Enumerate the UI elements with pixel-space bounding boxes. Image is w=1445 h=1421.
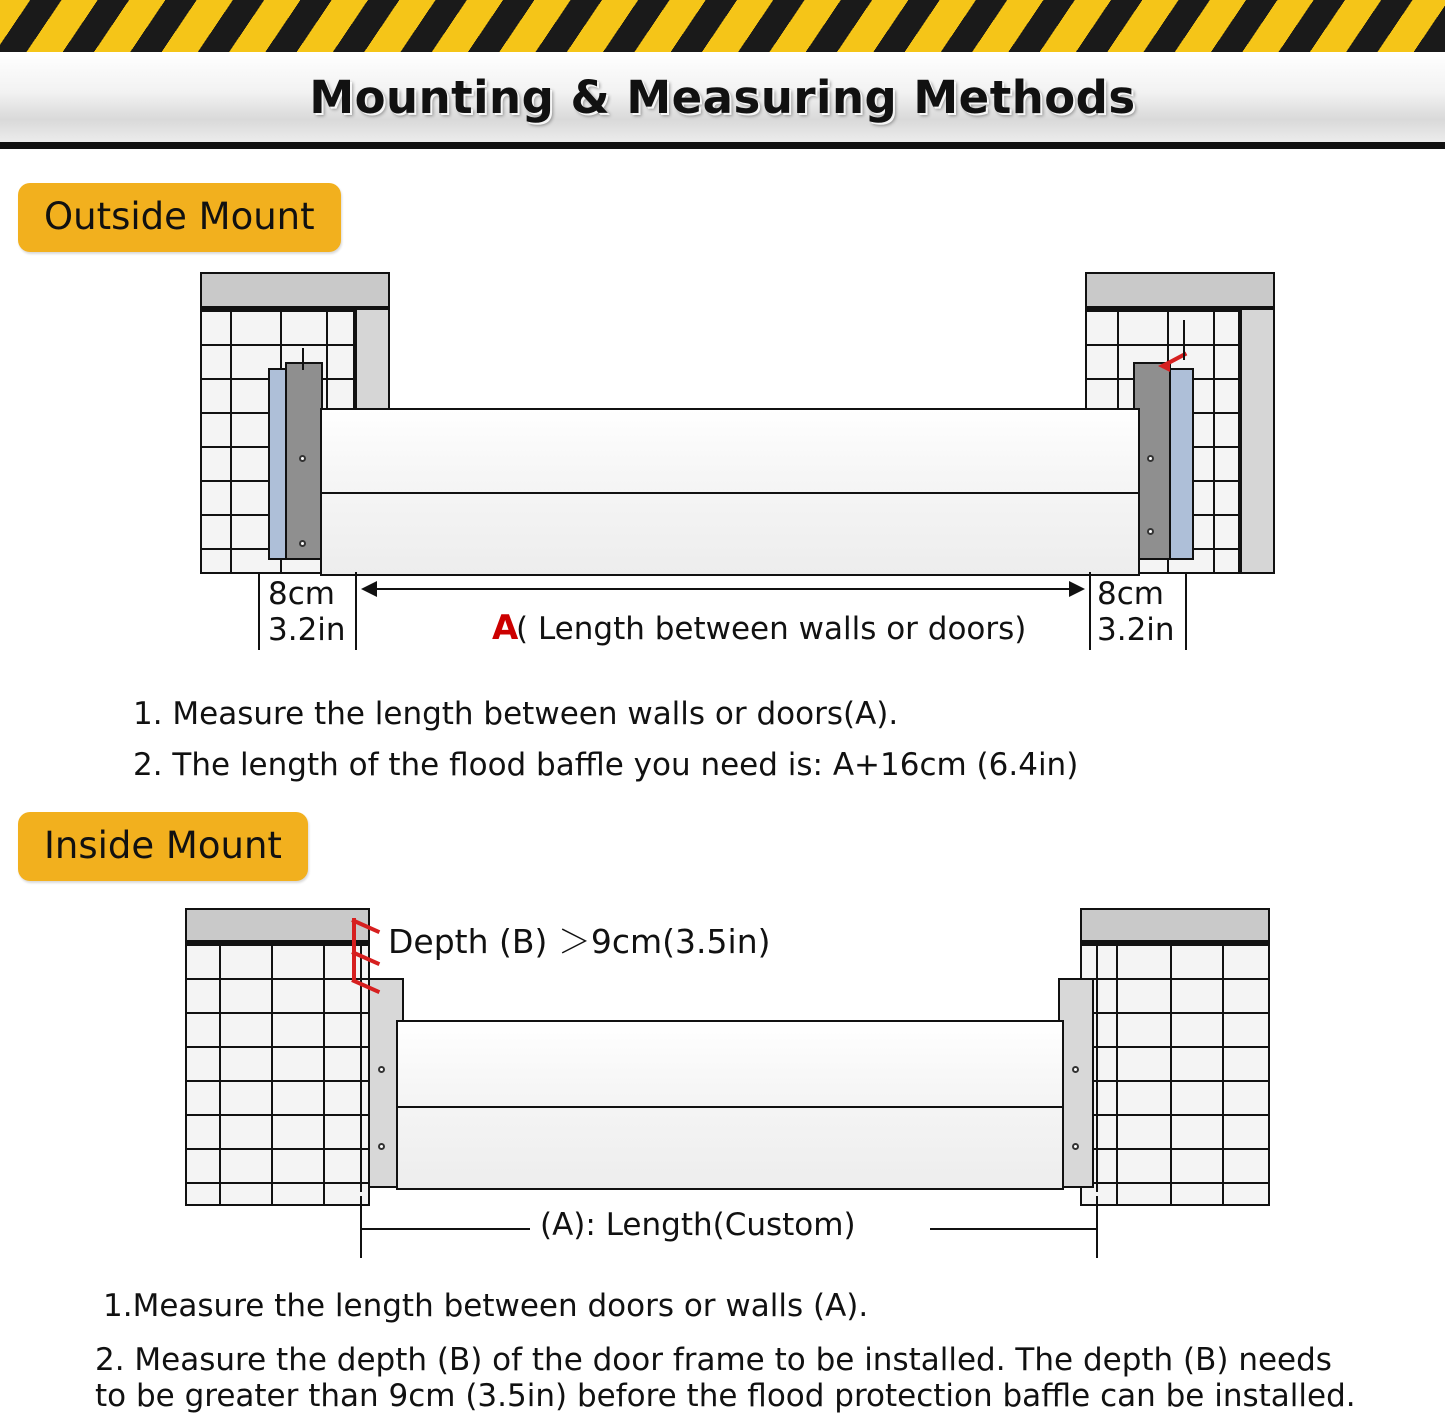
wall-top-cap <box>1085 272 1275 308</box>
right-bracket-screw-top <box>1147 455 1154 462</box>
dim-length-marker-a: A <box>492 608 519 648</box>
left-bracket-screw-bottom <box>299 540 306 547</box>
dim-arrow-head-right <box>1069 581 1085 597</box>
depth-callout: Depth (B) ＞9cm(3.5in) <box>388 922 771 961</box>
left-bracket-screw-top <box>299 455 306 462</box>
right-gasket-outside <box>1168 368 1194 560</box>
section-label-inside-mount: Inside Mount <box>18 812 308 881</box>
dim-arrow-head-left <box>361 581 377 597</box>
wall-brick-face <box>185 942 370 1206</box>
hazard-stripe-banner <box>0 0 1445 52</box>
wall-top-cap <box>1080 908 1270 942</box>
inside-length-caption: (A): Length(Custom) <box>540 1207 856 1243</box>
right-inside-screw-bottom <box>1072 1143 1079 1150</box>
right-inside-screw-top <box>1072 1066 1079 1073</box>
baffle-seam <box>398 1106 1062 1108</box>
flood-baffle-panel-inside <box>396 1020 1064 1190</box>
dim-tick-left-inner <box>355 572 357 650</box>
dim-right-cm: 8cm <box>1097 576 1164 612</box>
inside-dim-tick-right <box>1096 1196 1098 1258</box>
left-wall-inside <box>185 908 370 1206</box>
title-divider <box>0 142 1445 149</box>
page-title: Mounting & Measuring Methods <box>309 70 1136 124</box>
flood-baffle-panel-outside <box>320 408 1140 576</box>
wall-top-cap <box>185 908 370 942</box>
title-banner <box>0 52 1445 142</box>
baffle-seam <box>322 492 1138 494</box>
inside-step-2-cont: to be greater than 9cm (3.5in) before the flood protection baffle can be installed. <box>95 1378 1356 1414</box>
right-wall-hanger-line <box>1183 320 1185 360</box>
left-inside-screw-top <box>378 1066 385 1073</box>
inside-dim-line-left <box>362 1228 530 1230</box>
dim-length-caption: ( Length between walls or doors) <box>516 611 1027 647</box>
right-inside-frame-line <box>1096 942 1098 1192</box>
wall-side-face <box>1240 308 1275 574</box>
dim-tick-right-inner <box>1089 572 1091 650</box>
inside-step-1: 1.Measure the length between doors or walls (A). <box>103 1288 869 1324</box>
dim-right-in: 3.2in <box>1097 612 1175 648</box>
outside-step-1: 1. Measure the length between walls or doors(A). <box>133 696 899 732</box>
inside-dim-line-right <box>930 1228 1096 1230</box>
left-bracket-stem <box>302 348 304 370</box>
dim-tick-right-outer <box>1185 572 1187 650</box>
inside-dim-tick-left <box>360 1196 362 1258</box>
left-inside-screw-bottom <box>378 1143 385 1150</box>
wall-brick-face <box>1080 942 1270 1206</box>
wall-top-cap <box>200 272 390 308</box>
right-bracket-screw-bottom <box>1147 528 1154 535</box>
dim-arrow-line-length <box>363 588 1083 590</box>
inside-step-2: 2. Measure the depth (B) of the door frame to be installed. The depth (B) needs <box>95 1342 1332 1378</box>
left-inside-frame-line <box>360 942 362 1192</box>
dim-tick-left-outer <box>258 572 260 650</box>
outside-step-2: 2. The length of the flood baffle you need is: A+16cm (6.4in) <box>133 747 1079 783</box>
dim-left-in: 3.2in <box>268 612 346 648</box>
right-wall-inside <box>1080 908 1270 1206</box>
dim-left-cm: 8cm <box>268 576 335 612</box>
section-label-outside-mount: Outside Mount <box>18 183 341 252</box>
